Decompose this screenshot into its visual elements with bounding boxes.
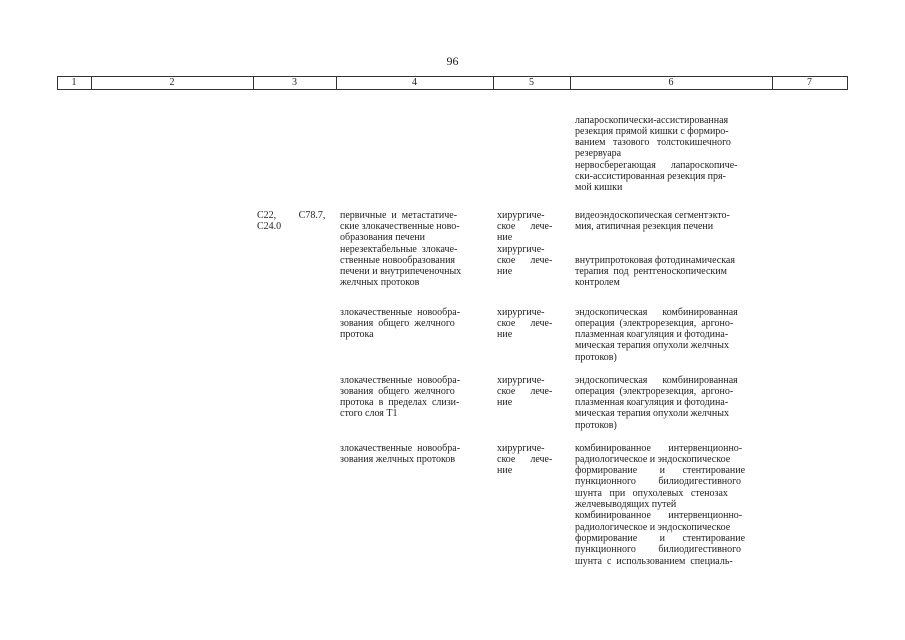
treatment-type: хирургиче- ское лече- ние	[497, 306, 553, 341]
header-col-7: 7	[807, 77, 812, 88]
treatment-type: хирургиче- ское лече- ние	[497, 243, 553, 278]
treatment-method: внутрипротоковая фотодинамическая терапия под рентгеноскопическим контролем	[575, 254, 735, 289]
condition-description: злокачественные новообра- зования общего желчного протока	[340, 306, 461, 341]
table-header-bottom-rule	[57, 89, 848, 90]
header-col-6: 6	[668, 77, 674, 88]
treatment-method: эндоскопическая комбинированная операция (электрорезекция, аргоно- плазменная коагуляция и фотодина- мическая терапия опухоли желчных протоков)	[575, 374, 738, 431]
condition-description: злокачественные новообра- зования общего желчного протока в пределах слизи- стого слоя T1	[340, 374, 461, 420]
header-col-3: 3	[292, 77, 297, 88]
header-col-2: 2	[169, 77, 175, 88]
treatment-type: хирургиче- ское лече- ние	[497, 442, 553, 477]
condition-description: первичные и метастатиче- ские злокачественные ново- образования печени	[340, 209, 460, 244]
method-continuation: лапароскопически-ассистированная резекция прямой кишки с формиро- ванием тазового толстокишечного резервуара нервосберегающая лапароскопиче- ски-ассистированная резекция пря- мой кишки	[575, 114, 738, 194]
page-number: 96	[446, 54, 459, 68]
condition-description: злокачественные новообра- зования желчных протоков	[340, 442, 461, 465]
treatment-type: хирургиче- ское лече- ние	[497, 374, 553, 409]
header-col-divider	[847, 76, 848, 90]
diagnosis-codes: C22, C78.7, C24.0	[257, 209, 326, 232]
treatment-method: эндоскопическая комбинированная операция (электрорезекция, аргоно- плазменная коагуляция и фотодина- мическая терапия опухоли желчных протоков)	[575, 306, 738, 363]
treatment-type: хирургиче- ское лече- ние	[497, 209, 553, 244]
treatment-method: комбинированное интервенционно- радиологическое и эндоскопическое формирование и стентирование пункционного билиодигестивного шунта при опухолевых стенозах желчевыводящих путей комбинированное интервенционно- радиологическое и эндоскопическое формирование и стентирование пункционного билиодигестивного шунта с использованием специаль-	[575, 442, 746, 567]
header-col-1: 1	[71, 77, 77, 88]
header-col-4: 4	[412, 77, 417, 88]
condition-description: нерезектабельные злокаче- ственные новообразования печени и внутрипеченочных желчных протоков	[340, 243, 462, 289]
treatment-method: видеоэндоскопическая сегментэкто- мия, атипичная резекция печени	[575, 209, 730, 232]
header-col-5: 5	[529, 77, 534, 88]
